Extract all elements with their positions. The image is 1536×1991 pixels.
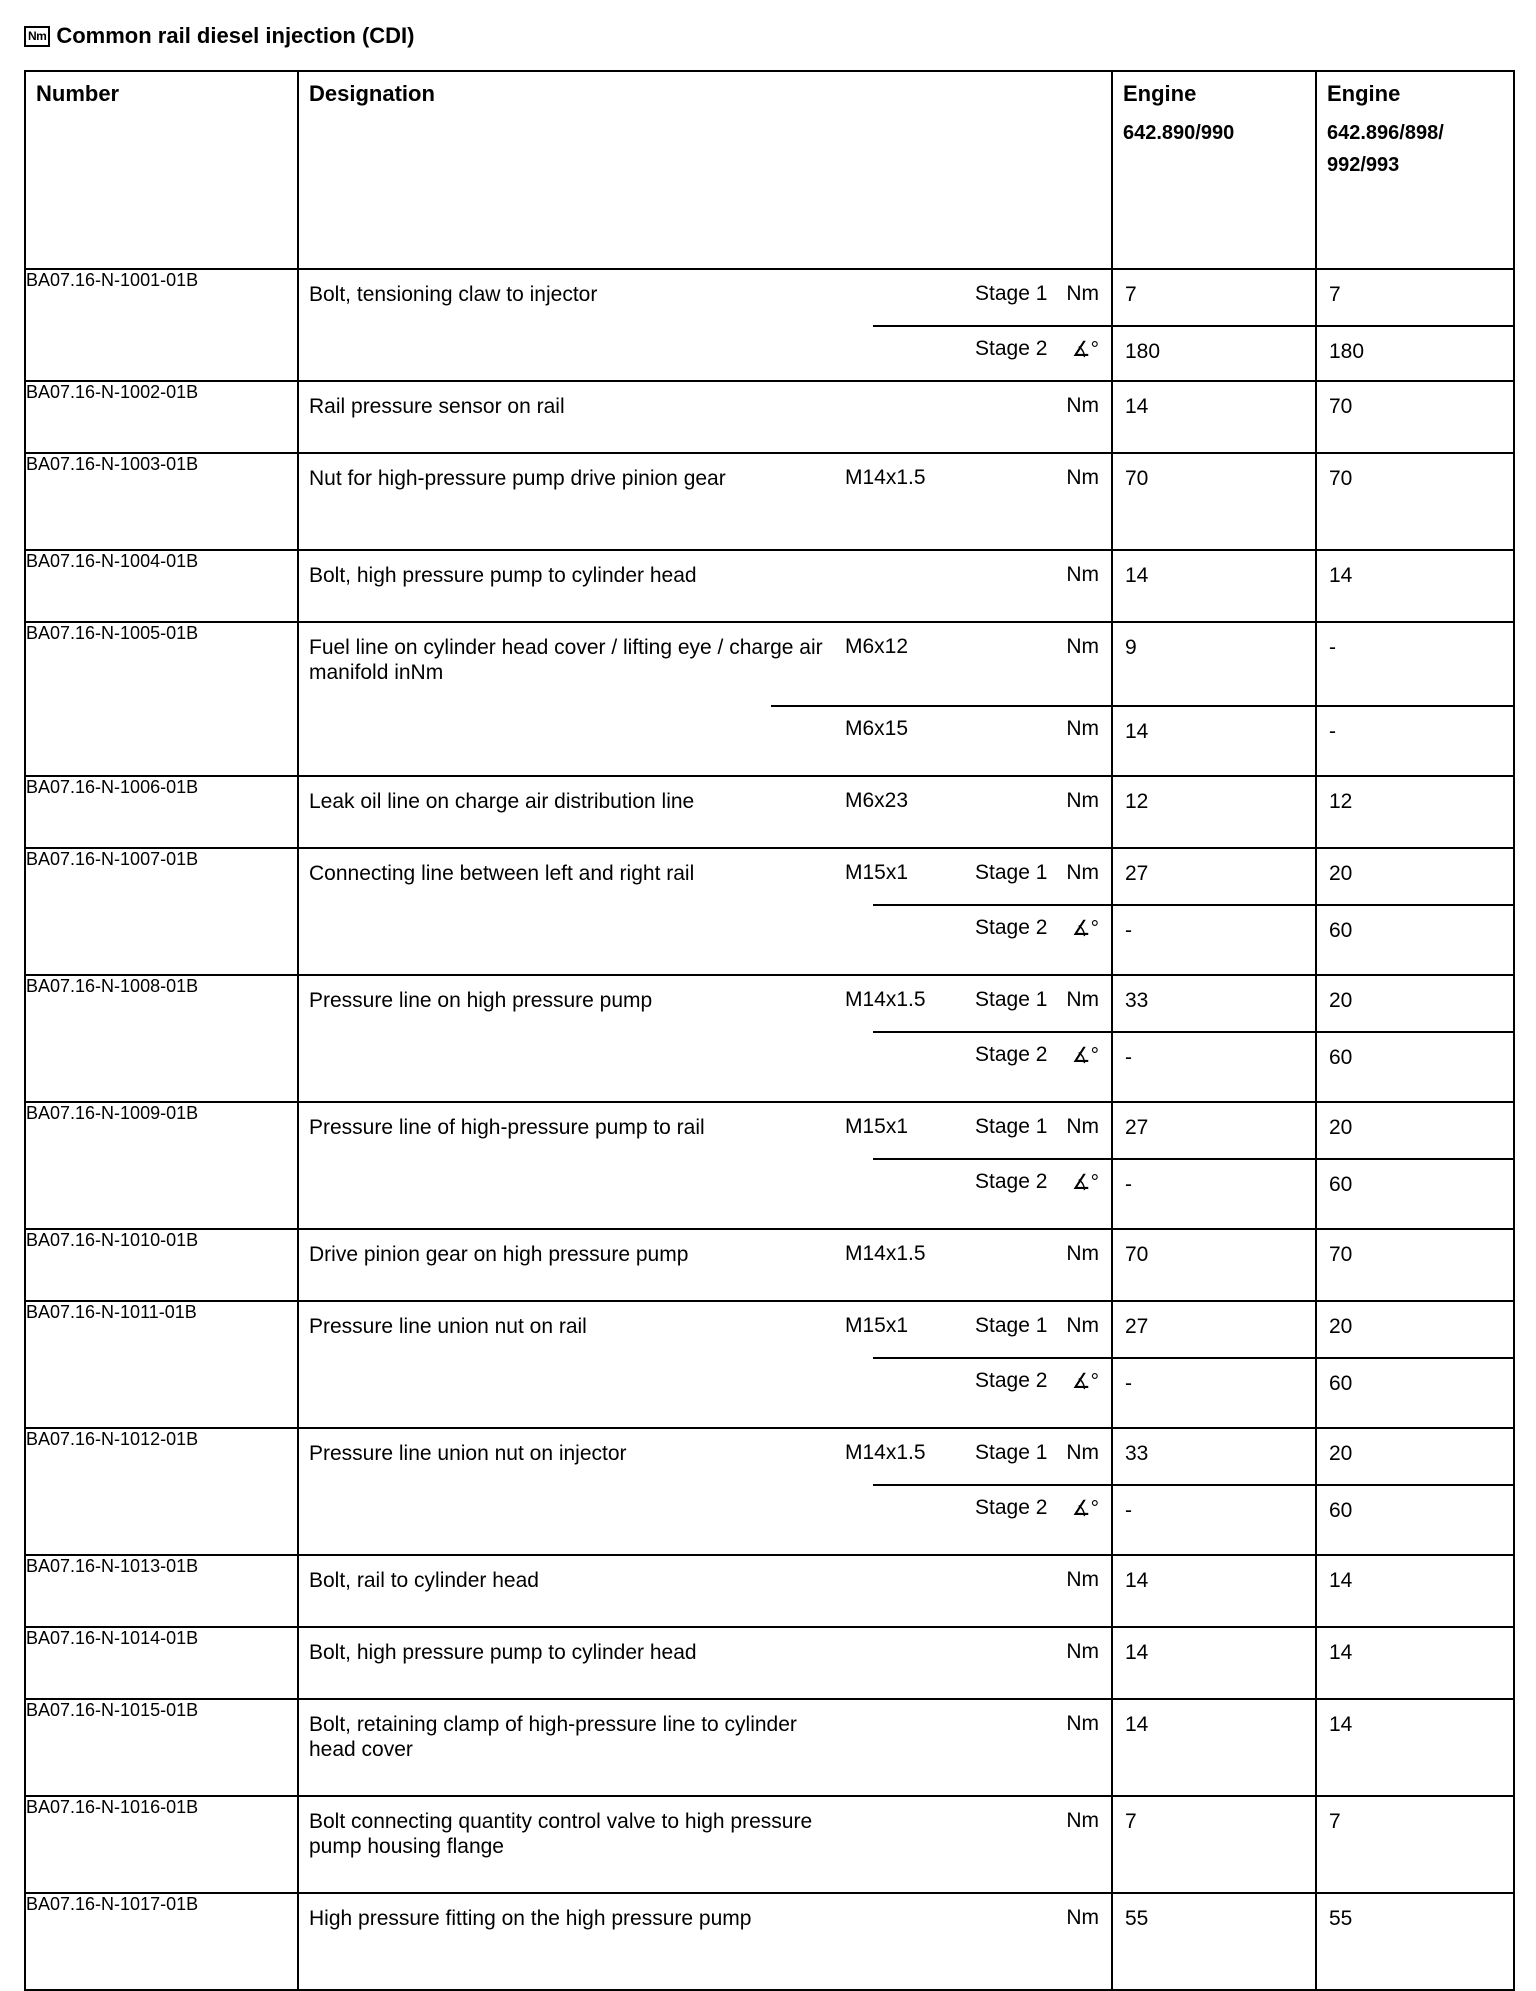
thread-size: [837, 1556, 965, 1568]
designation-text: Pressure line union nut on injector: [309, 1442, 627, 1465]
part-number: BA07.16-N-1015-01B: [25, 1699, 298, 1796]
thread-size: [837, 382, 965, 394]
engine-1-value: -: [1113, 1357, 1315, 1427]
unit-nm: Nm: [1066, 1441, 1099, 1464]
designation-line: [299, 1429, 1111, 1484]
engine-2-value: 55: [1329, 1907, 1353, 1930]
engine-2-values: [1316, 848, 1514, 975]
stage-label: [965, 1797, 1063, 1809]
designation-cell: [298, 1301, 1112, 1428]
thread-size: [837, 1894, 965, 1906]
designation-cell: [298, 1428, 1112, 1555]
stage-label: [965, 454, 1063, 466]
stage-label: Stage 2: [975, 1369, 1048, 1392]
part-number: BA07.16-N-1004-01B: [25, 550, 298, 622]
designation-line: [299, 623, 1111, 705]
engine-2-values: [1316, 975, 1514, 1102]
stage-label: Stage 1: [975, 1115, 1048, 1138]
unit-nm: Nm: [1066, 466, 1099, 489]
thread-size: M14x1.5: [845, 988, 926, 1011]
document-title: [24, 20, 415, 52]
engine-1-value: 70: [1125, 467, 1149, 490]
engine-2-values: [1316, 1699, 1514, 1796]
part-number: BA07.16-N-1017-01B: [25, 1893, 298, 1990]
thread-size: M15x1: [845, 861, 909, 884]
torque-table: [24, 70, 1515, 1991]
unit-nm: Nm: [1066, 1712, 1099, 1735]
designation-cell: [298, 381, 1112, 453]
table-row: [25, 1301, 1514, 1428]
unit-nm: Nm: [1066, 1640, 1099, 1663]
engine-1-value: 14: [1125, 1569, 1149, 1592]
engine-2-values: [1316, 1229, 1514, 1301]
designation-line: [299, 1894, 1111, 1989]
unit-nm: Nm: [1066, 988, 1099, 1011]
part-number: BA07.16-N-1014-01B: [25, 1627, 298, 1699]
engine-1-codes: 642.890/990: [1123, 122, 1235, 144]
engine-1-values: [1112, 1796, 1316, 1893]
unit-nm: Nm: [1066, 635, 1099, 658]
designation-text: Drive pinion gear on high pressure pump: [309, 1243, 689, 1266]
stage-label: Stage 2: [975, 1043, 1048, 1066]
angle-icon: ∡°: [1071, 1044, 1099, 1067]
unit-nm: Nm: [1066, 282, 1099, 305]
stage-label: Stage 2: [975, 1496, 1048, 1519]
engine-2-values: [1316, 1796, 1514, 1893]
thread-size: M14x1.5: [845, 1242, 926, 1265]
angle-icon: ∡°: [1071, 917, 1099, 940]
designation-text: Fuel line on cylinder head cover / lifting eye / charge air manifold inNm: [309, 636, 823, 684]
designation-cell: [298, 975, 1112, 1102]
designation-text: Pressure line of high-pressure pump to rail: [309, 1116, 705, 1139]
engine-2-value: 60: [1317, 904, 1513, 974]
unit-nm: Nm: [1066, 563, 1099, 586]
thread-size: M14x1.5: [845, 466, 926, 489]
engine-1-values: [1112, 622, 1316, 776]
designation-text: Bolt, rail to cylinder head: [309, 1569, 539, 1592]
designation-text: Bolt, high pressure pump to cylinder head: [309, 1641, 697, 1664]
designation-line: [299, 325, 1111, 380]
designation-text: Bolt, high pressure pump to cylinder head: [309, 564, 697, 587]
engine-2-values: [1316, 1301, 1514, 1428]
table-row: [25, 453, 1514, 550]
unit-nm: Nm: [1066, 1906, 1099, 1929]
table-row: [25, 622, 1514, 776]
thread-size: [837, 1357, 965, 1369]
engine-1-value: 70: [1125, 1243, 1149, 1266]
stage-label: [965, 1628, 1063, 1640]
part-number: BA07.16-N-1010-01B: [25, 1229, 298, 1301]
table-row: [25, 1102, 1514, 1229]
engine-1-value: 7: [1125, 1810, 1137, 1833]
engine-2-value: 60: [1317, 1357, 1513, 1427]
stage-label: Stage 1: [975, 1314, 1048, 1337]
designation-line: [299, 705, 1111, 775]
table-row: [25, 1229, 1514, 1301]
stage-label: [965, 1230, 1063, 1242]
angle-icon: ∡°: [1071, 1370, 1099, 1393]
designation-line: [299, 904, 1111, 974]
engine-1-value: 27: [1125, 1116, 1149, 1139]
part-number: BA07.16-N-1006-01B: [25, 776, 298, 848]
thread-size: [837, 270, 965, 282]
stage-label: [965, 1700, 1063, 1712]
stage-label: [965, 1894, 1063, 1906]
designation-line: [299, 270, 1111, 325]
thread-size: M6x12: [845, 635, 909, 658]
designation-text: Pressure line union nut on rail: [309, 1315, 587, 1338]
engine-1-values: [1112, 1699, 1316, 1796]
engine-2-value: 20: [1329, 1315, 1353, 1338]
part-number: BA07.16-N-1007-01B: [25, 848, 298, 975]
thread-size: [837, 1700, 965, 1712]
engine-2-values: [1316, 269, 1514, 381]
thread-size: [837, 1484, 965, 1496]
engine-2-values: [1316, 1428, 1514, 1555]
engine-2-value: 20: [1329, 989, 1353, 1012]
engine-1-value: 33: [1125, 989, 1149, 1012]
engine-2-values: [1316, 381, 1514, 453]
engine-1-value: -: [1113, 904, 1315, 974]
engine-1-value: -: [1113, 1484, 1315, 1554]
engine-2-value: 60: [1317, 1484, 1513, 1554]
stage-label: Stage 1: [975, 282, 1048, 305]
engine-1-value: 33: [1125, 1442, 1149, 1465]
engine-2-value: -: [1329, 636, 1336, 659]
engine-2-value: 20: [1329, 1116, 1353, 1139]
engine-1-value: 27: [1125, 1315, 1149, 1338]
engine-2-value: 12: [1329, 790, 1353, 813]
table-row: [25, 975, 1514, 1102]
angle-icon: ∡°: [1071, 1497, 1099, 1520]
designation-line: [299, 1158, 1111, 1228]
engine-1-value: 180: [1113, 325, 1315, 380]
engine-2-value: 7: [1329, 283, 1341, 306]
designation-line: [299, 551, 1111, 621]
engine-2-value: 14: [1329, 564, 1353, 587]
designation-line: [299, 849, 1111, 904]
designation-text: Pressure line on high pressure pump: [309, 989, 653, 1012]
engine-2-value: 70: [1329, 1243, 1353, 1266]
engine-2-value: 14: [1329, 1569, 1353, 1592]
designation-line: [299, 382, 1111, 452]
engine-2-value: -: [1317, 705, 1513, 775]
engine-2-value: 20: [1329, 862, 1353, 885]
engine-1-values: [1112, 776, 1316, 848]
part-number: BA07.16-N-1009-01B: [25, 1102, 298, 1229]
engine-1-value: 14: [1125, 1641, 1149, 1664]
stage-label: [965, 777, 1063, 789]
designation-cell: [298, 1229, 1112, 1301]
designation-cell: [298, 453, 1112, 550]
designation-cell: [298, 1699, 1112, 1796]
engine-1-values: [1112, 1301, 1316, 1428]
thread-size: [837, 1797, 965, 1809]
stage-label: Stage 2: [975, 337, 1048, 360]
designation-text: Nut for high-pressure pump drive pinion gear: [309, 467, 726, 490]
designation-cell: [298, 848, 1112, 975]
stage-label: [965, 551, 1063, 563]
engine-1-values: [1112, 848, 1316, 975]
stage-label: Stage 2: [975, 916, 1048, 939]
stage-label: Stage 1: [975, 988, 1048, 1011]
engine-2-values: [1316, 1102, 1514, 1229]
thread-size: M15x1: [845, 1115, 909, 1138]
engine-1-values: [1112, 1555, 1316, 1627]
engine-2-values: [1316, 453, 1514, 550]
engine-1-value: 12: [1125, 790, 1149, 813]
designation-cell: [298, 776, 1112, 848]
engine-2-value: 20: [1329, 1442, 1353, 1465]
designation-line: [299, 1302, 1111, 1357]
designation-cell: [298, 1627, 1112, 1699]
stage-label: [965, 382, 1063, 394]
designation-line: [299, 1797, 1111, 1892]
unit-nm: Nm: [1066, 1242, 1099, 1265]
header-number: Number: [25, 71, 298, 269]
engine-1-value: 14: [1125, 395, 1149, 418]
table-row: [25, 848, 1514, 975]
designation-text: Bolt, retaining clamp of high-pressure line to cylinder head cover: [309, 1713, 797, 1761]
part-number: BA07.16-N-1008-01B: [25, 975, 298, 1102]
part-number: BA07.16-N-1012-01B: [25, 1428, 298, 1555]
designation-cell: [298, 1102, 1112, 1229]
engine-1-value: 7: [1125, 283, 1137, 306]
designation-line: [299, 976, 1111, 1031]
designation-cell: [298, 269, 1112, 381]
engine-2-values: [1316, 550, 1514, 622]
engine-1-values: [1112, 1102, 1316, 1229]
engine-1-value: -: [1113, 1158, 1315, 1228]
engine-1-value: -: [1113, 1031, 1315, 1101]
header-engine-1: Engine 642.890/990: [1112, 71, 1316, 269]
engine-1-value: 27: [1125, 862, 1149, 885]
designation-line: [299, 1031, 1111, 1101]
part-number: BA07.16-N-1005-01B: [25, 622, 298, 776]
unit-nm: Nm: [1066, 1809, 1099, 1832]
engine-2-values: [1316, 622, 1514, 776]
engine-2-value: 14: [1329, 1641, 1353, 1664]
stage-label: Stage 1: [975, 1441, 1048, 1464]
part-number: BA07.16-N-1002-01B: [25, 381, 298, 453]
engine-2-codes: 642.896/898/ 992/993: [1327, 122, 1444, 176]
engine-1-value: 14: [1125, 1713, 1149, 1736]
engine-1-value: 55: [1125, 1907, 1149, 1930]
engine-1-values: [1112, 453, 1316, 550]
table-row: [25, 269, 1514, 381]
header-engine-2: Engine 642.896/898/ 992/993: [1316, 71, 1514, 269]
designation-line: [299, 1230, 1111, 1300]
engine-1-values: [1112, 550, 1316, 622]
unit-nm: Nm: [1066, 1568, 1099, 1591]
table-row: [25, 1893, 1514, 1990]
table-row: [25, 1627, 1514, 1699]
designation-text: High pressure fitting on the high pressure pump: [309, 1907, 752, 1930]
table-row: [25, 1699, 1514, 1796]
engine-2-values: [1316, 776, 1514, 848]
engine-1-values: [1112, 269, 1316, 381]
engine-2-value: 70: [1329, 395, 1353, 418]
part-number: BA07.16-N-1001-01B: [25, 269, 298, 381]
thread-size: M6x15: [845, 717, 909, 740]
engine-1-value: 14: [1125, 564, 1149, 587]
designation-line: [299, 454, 1111, 549]
angle-icon: ∡°: [1071, 1171, 1099, 1194]
stage-label: [965, 705, 1063, 717]
designation-cell: [298, 1555, 1112, 1627]
part-number: BA07.16-N-1011-01B: [25, 1301, 298, 1428]
page-title: Common rail diesel injection (CDI): [56, 23, 415, 48]
engine-2-value: 60: [1317, 1031, 1513, 1101]
engine-2-value: 180: [1317, 325, 1513, 380]
table-row: [25, 776, 1514, 848]
designation-cell: [298, 1893, 1112, 1990]
table-header-row: [25, 71, 1514, 269]
engine-1-values: [1112, 1229, 1316, 1301]
unit-nm: Nm: [1066, 717, 1099, 740]
stage-label: Stage 1: [975, 861, 1048, 884]
engine-1-values: [1112, 1627, 1316, 1699]
engine-2-values: [1316, 1627, 1514, 1699]
designation-line: [299, 1628, 1111, 1698]
thread-size: [837, 325, 965, 337]
part-number: BA07.16-N-1016-01B: [25, 1796, 298, 1893]
designation-text: Bolt, tensioning claw to injector: [309, 283, 598, 306]
thread-size: [837, 1628, 965, 1640]
thread-size: M15x1: [845, 1314, 909, 1337]
designation-line: [299, 1556, 1111, 1626]
engine-2-values: [1316, 1555, 1514, 1627]
designation-line: [299, 777, 1111, 847]
thread-size: [837, 1031, 965, 1043]
thread-size: [837, 551, 965, 563]
designation-line: [299, 1103, 1111, 1158]
designation-line: [299, 1484, 1111, 1554]
angle-icon: ∡°: [1071, 338, 1099, 361]
part-number: BA07.16-N-1003-01B: [25, 453, 298, 550]
table-row: [25, 550, 1514, 622]
unit-nm: Nm: [1066, 861, 1099, 884]
thread-size: M14x1.5: [845, 1441, 926, 1464]
engine-2-value: 7: [1329, 1810, 1341, 1833]
stage-label: [965, 1556, 1063, 1568]
engine-2-value: 14: [1329, 1713, 1353, 1736]
thread-size: [837, 1158, 965, 1170]
designation-cell: [298, 1796, 1112, 1893]
engine-1-values: [1112, 1428, 1316, 1555]
engine-1-values: [1112, 1893, 1316, 1990]
designation-text: Bolt connecting quantity control valve to high pressure pump housing flange: [309, 1810, 813, 1858]
table-row: [25, 1796, 1514, 1893]
designation-line: [299, 1700, 1111, 1795]
thread-size: [837, 904, 965, 916]
table-row: [25, 381, 1514, 453]
engine-1-values: [1112, 381, 1316, 453]
designation-text: Connecting line between left and right rail: [309, 862, 695, 885]
stage-label: Stage 2: [975, 1170, 1048, 1193]
unit-nm: Nm: [1066, 1115, 1099, 1138]
designation-cell: [298, 550, 1112, 622]
part-number: BA07.16-N-1013-01B: [25, 1555, 298, 1627]
table-row: [25, 1428, 1514, 1555]
unit-nm: Nm: [1066, 789, 1099, 812]
engine-2-value: 70: [1329, 467, 1353, 490]
engine-1-value: 14: [1113, 705, 1315, 775]
unit-nm: Nm: [1066, 1314, 1099, 1337]
designation-cell: [298, 622, 1112, 776]
engine-1-value: 9: [1125, 636, 1137, 659]
designation-line: [299, 1357, 1111, 1427]
engine-2-values: [1316, 1893, 1514, 1990]
stage-label: [965, 623, 1063, 635]
table-row: [25, 1555, 1514, 1627]
engine-2-value: 60: [1317, 1158, 1513, 1228]
designation-text: Rail pressure sensor on rail: [309, 395, 565, 418]
designation-text: Leak oil line on charge air distribution line: [309, 790, 695, 813]
engine-1-values: [1112, 975, 1316, 1102]
unit-nm: Nm: [1066, 394, 1099, 417]
header-designation: Designation: [298, 71, 1112, 269]
torque-nm-icon: Nm: [24, 26, 50, 47]
thread-size: M6x23: [845, 789, 909, 812]
